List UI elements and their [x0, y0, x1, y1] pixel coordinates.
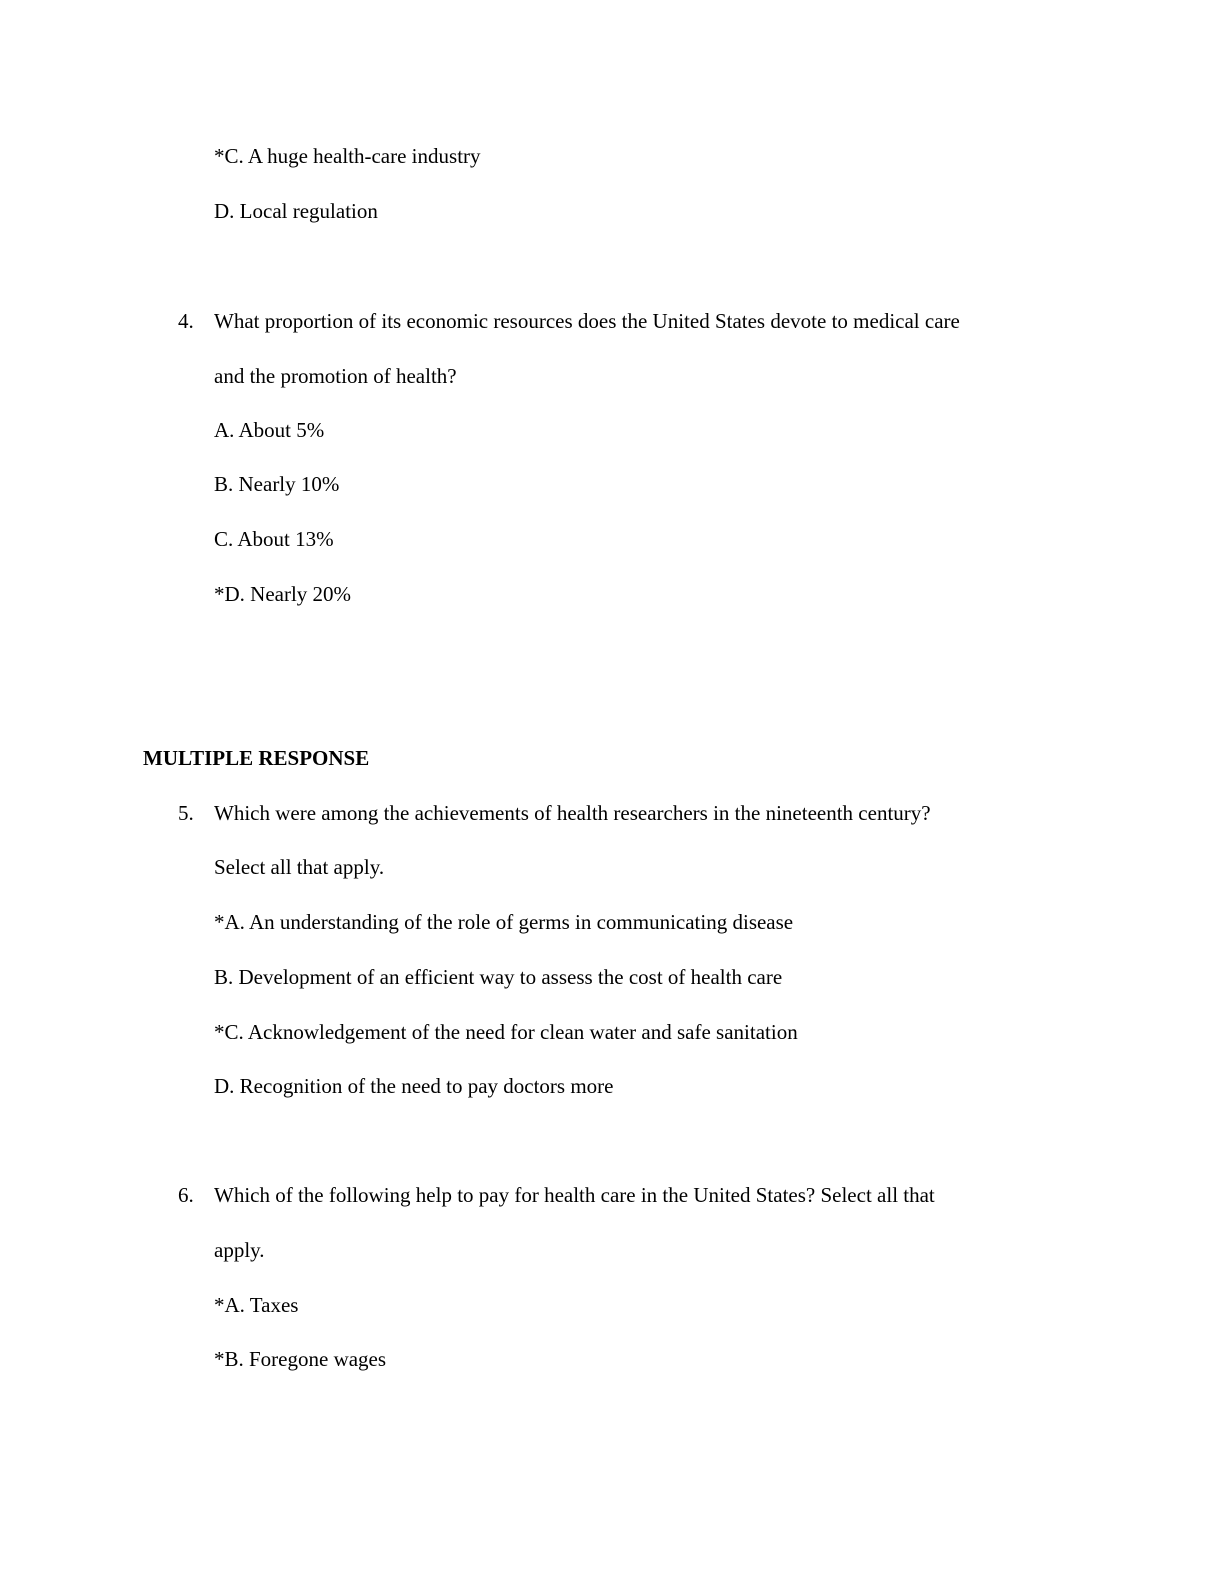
q4-number: 4. [178, 309, 194, 333]
q6-number: 6. [178, 1183, 194, 1207]
q5-text-line2: Select all that apply. [214, 855, 385, 879]
q5-option-b: B. Development of an efficient way to assess the cost of health care [214, 965, 783, 989]
q4-text-line1: What proportion of its economic resources does the United States devote to medical care [214, 309, 960, 333]
q5-option-c: *C. Acknowledgement of the need for clean water and safe sanitation [214, 1020, 798, 1044]
q5-text-line1: Which were among the achievements of health researchers in the nineteenth century? [214, 801, 931, 825]
q6-text-line2: apply. [214, 1238, 265, 1262]
q6-option-a: *A. Taxes [214, 1293, 299, 1317]
q3-option-d: D. Local regulation [214, 199, 378, 223]
q5-number: 5. [178, 801, 194, 825]
q4-option-a: A. About 5% [214, 418, 325, 442]
q6-text-line1: Which of the following help to pay for health care in the United States? Select all that [214, 1183, 935, 1207]
section-heading: MULTIPLE RESPONSE [143, 746, 370, 770]
q4-option-c: C. About 13% [214, 527, 334, 551]
q5-option-d: D. Recognition of the need to pay doctors more [214, 1074, 614, 1098]
q4-option-b: B. Nearly 10% [214, 472, 340, 496]
q6-option-b: *B. Foregone wages [214, 1347, 387, 1371]
q5-option-a: *A. An understanding of the role of germs in communicating disease [214, 910, 794, 934]
q4-text-line2: and the promotion of health? [214, 364, 457, 388]
q3-option-c: *C. A huge health-care industry [214, 144, 481, 168]
q4-option-d: *D. Nearly 20% [214, 582, 352, 606]
